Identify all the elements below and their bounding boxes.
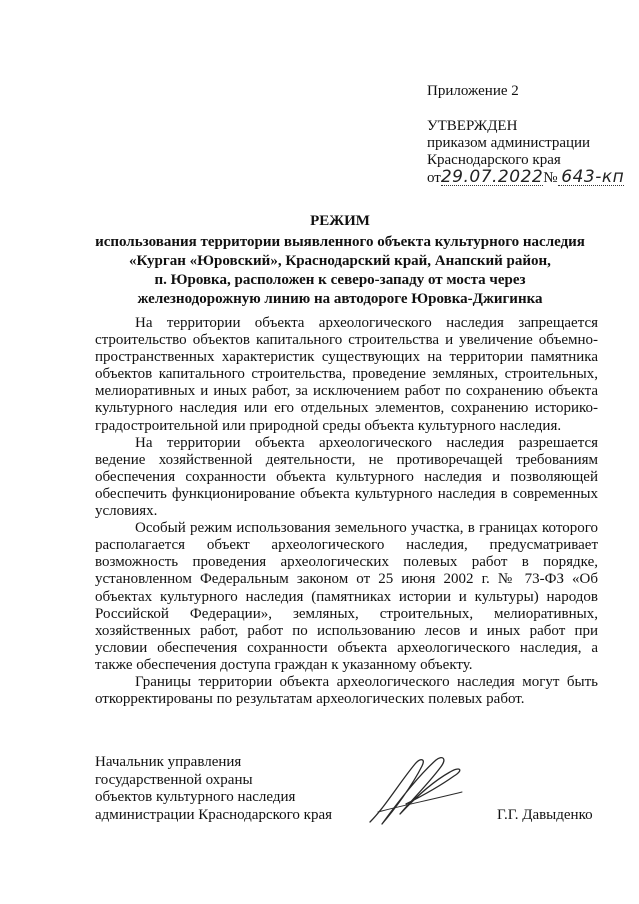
heading-line-1: использования территории выявленного объекта культурного наследия [95, 234, 585, 250]
order-line-1: приказом администрации [427, 135, 591, 151]
handwritten-number: 643-кп [561, 167, 625, 187]
date-field [441, 169, 543, 187]
number-sign: № [543, 170, 558, 186]
signer-position [95, 754, 332, 824]
body-paragraph-1: На территории объекта археологического наследия запрещается строительство объектов капитального строительства и увеличение объемно-пространственных характеристик существующих на территории памятника объектов капитального строительства, проведение земляных, строительных, мелиоративных и иных работ, за исключением работ по сохранению объекта культурного наследия или его отдельных элементов, сохранению историко-градостроительной или природной среды объекта культурного наследия. [95, 315, 598, 434]
approved-word: УТВЕРЖДЕН [427, 118, 518, 134]
signer-line-4: администрации Краснодарского края [95, 806, 333, 823]
signer-line-3: объектов культурного наследия [95, 789, 296, 805]
heading-line-4: железнодорожную линию на автодороге Юровка-Джигинка [137, 291, 543, 307]
body-paragraph-3: Особый режим использования земельного участка, в границах которого располагается объект археологического наследия, предусматривает возможность проведения археологических полевых работ в порядке, установленном Федеральным законом от 25 июня 2002 г. № 73-ФЗ «Об объектах культурного наследия (памятниках истории и культуры) народов Российской Федерации», земляных, строительных, мелиоративных, хозяйственных работ, работ по использованию лесов и иных работ при условии обеспечения сохранности объекта археологического наследия, а также обеспечения доступа граждан к указанному объекту. [95, 520, 598, 673]
signer-line-1: Начальник управления [95, 754, 242, 770]
handwritten-signature [360, 752, 470, 832]
body-paragraph-2: На территории объекта археологического наследия разрешается ведение хозяйственной деятельности, не противоречащей требованиям обеспечения сохранности объекта культурного наследия и позволяющей обеспечить функционирование объекта культурного наследия в современных условиях. [95, 434, 598, 520]
heading-title: РЕЖИМ [310, 213, 370, 229]
number-field [558, 169, 625, 187]
heading-line-2: «Курган «Юровский», Краснодарский край, Анапский район, [129, 253, 551, 269]
document-heading [60, 212, 620, 309]
order-line-2: Краснодарского края [427, 152, 561, 168]
body-paragraph-4: Границы территории объекта археологического наследия могут быть откорректированы по результатам археологических полевых работ. [95, 673, 598, 708]
appendix-label: Приложение 2 [427, 83, 519, 99]
approval-block [427, 118, 627, 187]
heading-line-3: п. Юровка, расположен к северо-западу от моста через [154, 272, 526, 288]
document-body [95, 315, 598, 708]
date-prefix: от [427, 170, 441, 186]
handwritten-date: 29.07.2022 [440, 167, 544, 187]
signer-name: Г.Г. Давыденко [497, 807, 593, 823]
signer-line-2: государственной охраны [95, 771, 253, 788]
order-date-line [427, 169, 627, 187]
